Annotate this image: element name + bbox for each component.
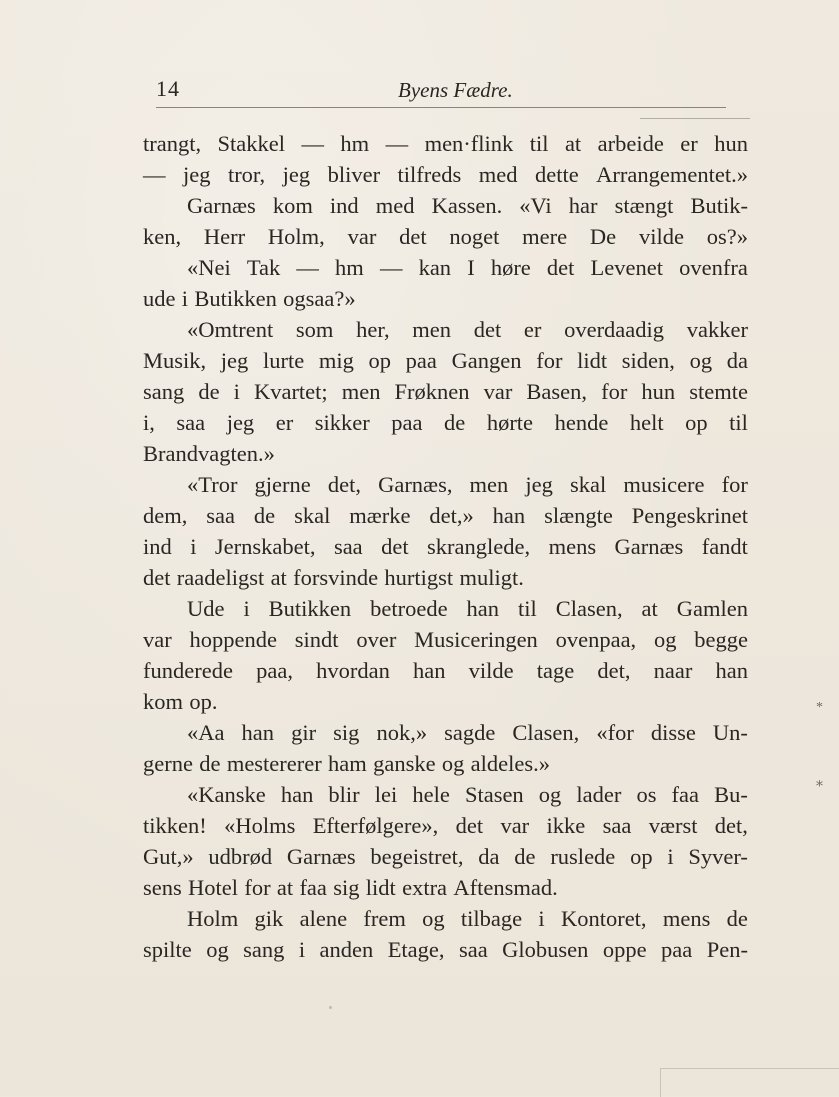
running-title: Byens Fædre. (398, 78, 513, 102)
page-number: 14 (156, 76, 180, 101)
text-line: «Omtrent som her, men det er overdaadig vakker (187, 317, 748, 342)
running-head (156, 76, 716, 106)
text-line: tikken! «Holms Efterfølgere», det var ikke saa værst det, (143, 813, 748, 838)
text-line: Garnæs kom ind med Kassen. «Vi har stængt Butik- (187, 193, 748, 218)
text-line: trangt, Stakkel — hm — men·flink til at arbeide er hun (143, 131, 748, 156)
header-rule-shadow (640, 118, 750, 119)
text-line: funderede paa, hvordan han vilde tage det, naar han (143, 658, 748, 683)
margin-mark: * (816, 700, 823, 715)
text-line: var hoppende sindt over Musiceringen ovenpaa, og begge (143, 627, 748, 652)
text-line: Musik, jeg lurte mig op paa Gangen for lidt siden, og da (143, 348, 748, 373)
text-line: Ude i Butikken betroede han til Clasen, at Gamlen (187, 596, 748, 621)
text-line: Gut,» udbrød Garnæs begeistret, da de ruslede op i Syver- (143, 844, 748, 869)
text-line: det raadeligst at forsvinde hurtigst muligt. (143, 565, 524, 590)
text-line: dem, saa de skal mærke det,» han slængte Pengeskrinet (143, 503, 748, 528)
text-line: kom op. (143, 689, 218, 714)
text-line: gerne de mestererer ham ganske og aldeles.» (143, 751, 551, 776)
text-line: «Tror gjerne det, Garnæs, men jeg skal musicere for (187, 472, 748, 497)
text-line: spilte og sang i anden Etage, saa Globusen oppe paa Pen- (143, 937, 748, 962)
text-line: sens Hotel for at faa sig lidt extra Aftensmad. (143, 875, 558, 900)
text-line: «Nei Tak — hm — kan I høre det Levenet ovenfra (187, 255, 748, 280)
text-line: i, saa jeg er sikker paa de hørte hende helt op til (143, 410, 748, 435)
text-line: ude i Butikken ogsaa?» (143, 286, 356, 311)
margin-mark: ⁎ (816, 775, 823, 790)
paper-speck (329, 1006, 332, 1009)
text-line: Brandvagten.» (143, 441, 275, 466)
page-corner-edge (660, 1068, 839, 1097)
body-text (143, 128, 748, 965)
text-line: ken, Herr Holm, var det noget mere De vilde os?» (143, 224, 748, 249)
header-rule (156, 107, 726, 108)
text-line: «Aa han gir sig nok,» sagde Clasen, «for disse Un- (187, 720, 748, 745)
text-line: — jeg tror, jeg bliver tilfreds med dette Arrangementet.» (143, 162, 748, 187)
text-line: «Kanske han blir lei hele Stasen og lader os faa Bu- (187, 782, 748, 807)
text-line: Holm gik alene frem og tilbage i Kontoret, mens de (187, 906, 748, 931)
text-line: sang de i Kvartet; men Frøknen var Basen, for hun stemte (143, 379, 748, 404)
text-line: ind i Jernskabet, saa det skranglede, mens Garnæs fandt (143, 534, 748, 559)
